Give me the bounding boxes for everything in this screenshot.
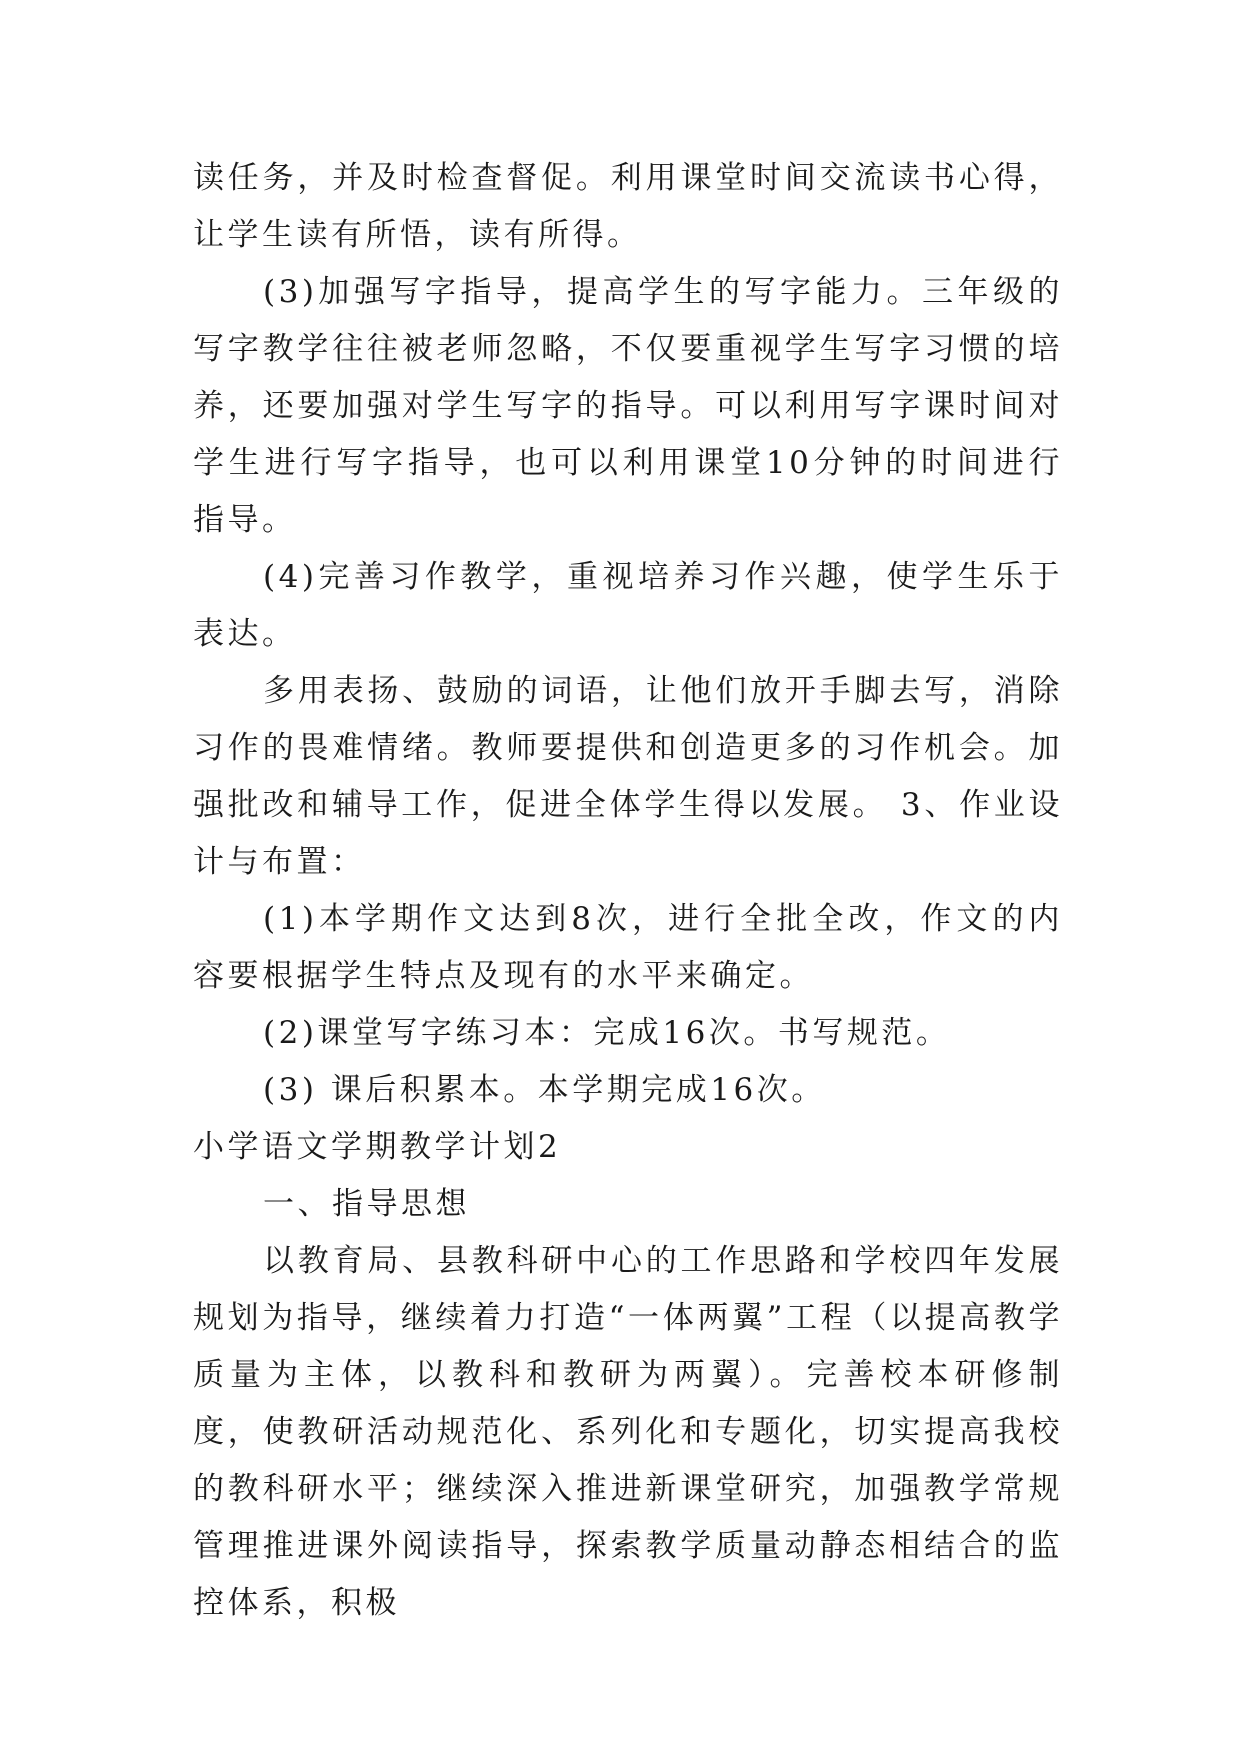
document-body <box>193 150 1063 1632</box>
paragraph-composition-teaching: (4)完善习作教学，重视培养习作兴趣，使学生乐于表达。 <box>193 559 1063 652</box>
paragraph-homework-writing-book: (2)课堂写字练习本：完成16次。书写规范。 <box>263 1015 951 1051</box>
subsection-heading: 一、指导思想 <box>263 1186 470 1222</box>
paragraph-homework-essays: (1)本学期作文达到8次，进行全批全改，作文的内容要根据学生特点及现有的水平来确定。 <box>193 901 1063 994</box>
paragraph-guiding-ideology: 以教育局、县教科研中心的工作思路和学校四年发展规划为指导，继续着力打造“一体两翼”工程（以提高教学质量为主体，以教科和教研为两翼）。完善校本研修制度，使教研活动规范化、系列化和专题化，切实提高我校的教科研水平；继续深入推进新课堂研究，加强教学常规管理推进课外阅读指导，探索教学质量动静态相结合的监控体系，积极 <box>193 1243 1063 1621</box>
paragraph-reading-task: 读任务，并及时检查督促。利用课堂时间交流读书心得，让学生读有所悟，读有所得。 <box>193 160 1063 253</box>
section-title: 小学语文学期教学计划2 <box>193 1129 562 1165</box>
paragraph-writing-guidance: (3)加强写字指导，提高学生的写字能力。三年级的写字教学往往被老师忽略，不仅要重视学生写字习惯的培养，还要加强对学生写字的指导。可以利用写字课时间对学生进行写字指导，也可以利用课堂10分钟的时间进行指导。 <box>193 274 1063 538</box>
paragraph-homework-accumulation: (3) 课后积累本。本学期完成16次。 <box>263 1072 826 1108</box>
paragraph-encouragement: 多用表扬、鼓励的词语，让他们放开手脚去写，消除习作的畏难情绪。教师要提供和创造更多的习作机会。加强批改和辅导工作，促进全体学生得以发展。 3、作业设计与布置： <box>193 673 1063 880</box>
